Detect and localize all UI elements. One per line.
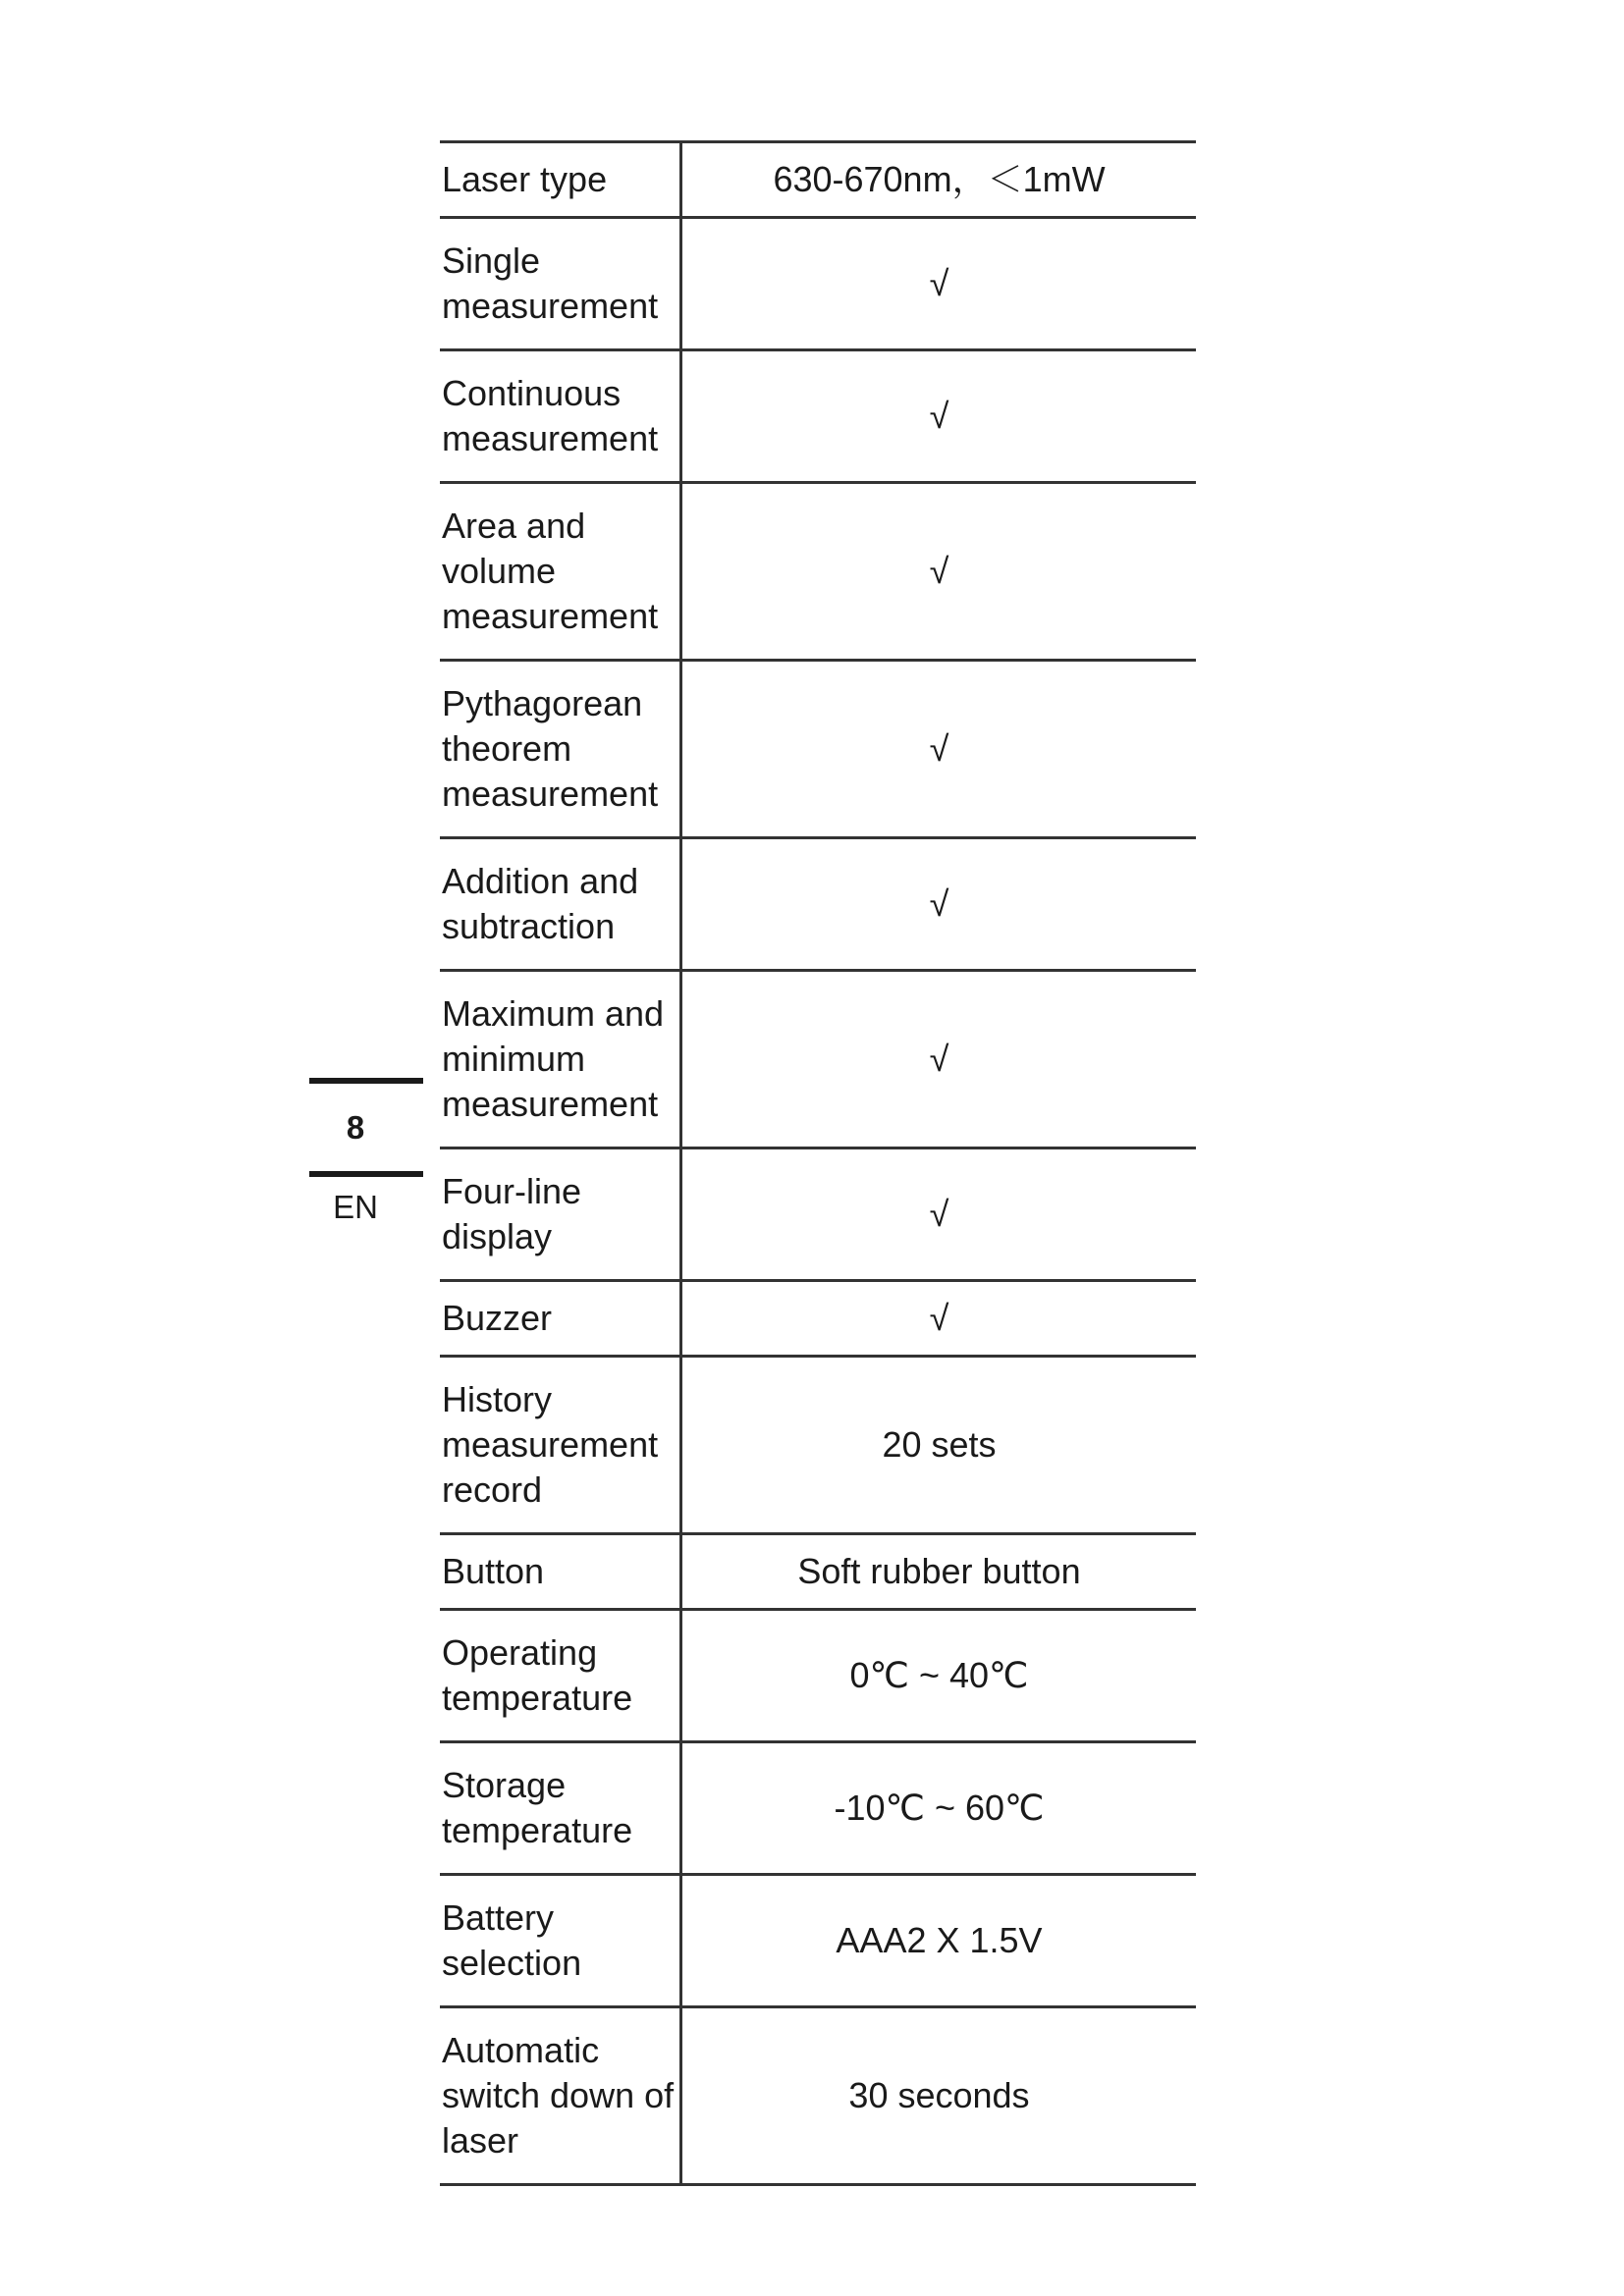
page-marker [309,1078,423,1226]
page-marker-bottom-rule [309,1171,423,1177]
spec-label: Continuous measurement [440,350,681,483]
spec-row [440,1742,1196,1875]
spec-row [440,838,1196,971]
spec-label: Four-line display [440,1148,681,1281]
spec-label: Battery selection [440,1875,681,2007]
spec-value: AAA2 X 1.5V [681,1875,1197,2007]
spec-row [440,1281,1196,1357]
spec-label: Pythagorean theorem measurement [440,661,681,838]
spec-value: √ [681,1281,1197,1357]
spec-label: Laser type [440,142,681,218]
spec-row [440,1875,1196,2007]
spec-row [440,218,1196,350]
spec-label: Addition and subtraction [440,838,681,971]
spec-label: Maximum and minimum measurement [440,971,681,1148]
language-code: EN [333,1189,378,1225]
spec-row [440,2007,1196,2185]
specifications-table-body [440,142,1196,2185]
spec-value: √ [681,350,1197,483]
spec-value: Soft rubber button [681,1534,1197,1610]
spec-row [440,1148,1196,1281]
spec-row [440,483,1196,661]
spec-label: Automatic switch down of laser [440,2007,681,2185]
spec-row [440,142,1196,218]
spec-value: √ [681,971,1197,1148]
spec-label: Storage temperature [440,1742,681,1875]
spec-label: Single measurement [440,218,681,350]
spec-row [440,971,1196,1148]
spec-row [440,350,1196,483]
spec-value: √ [681,838,1197,971]
spec-label: Buzzer [440,1281,681,1357]
spec-value: 630-670nm，＜1mW [681,142,1197,218]
spec-label: Button [440,1534,681,1610]
spec-value: √ [681,661,1197,838]
spec-value: 20 sets [681,1357,1197,1534]
spec-value: 0℃ ~ 40℃ [681,1610,1197,1742]
spec-label: Operating temperature [440,1610,681,1742]
spec-row [440,1610,1196,1742]
page-number: 8 [346,1109,365,1146]
spec-label: Area and volume measurement [440,483,681,661]
spec-row [440,1534,1196,1610]
spec-row [440,1357,1196,1534]
spec-value: √ [681,483,1197,661]
spec-value: √ [681,1148,1197,1281]
spec-row [440,661,1196,838]
spec-value: -10℃ ~ 60℃ [681,1742,1197,1875]
spec-value: √ [681,218,1197,350]
specifications-table [440,140,1196,2186]
spec-value: 30 seconds [681,2007,1197,2185]
spec-label: History measurement record [440,1357,681,1534]
